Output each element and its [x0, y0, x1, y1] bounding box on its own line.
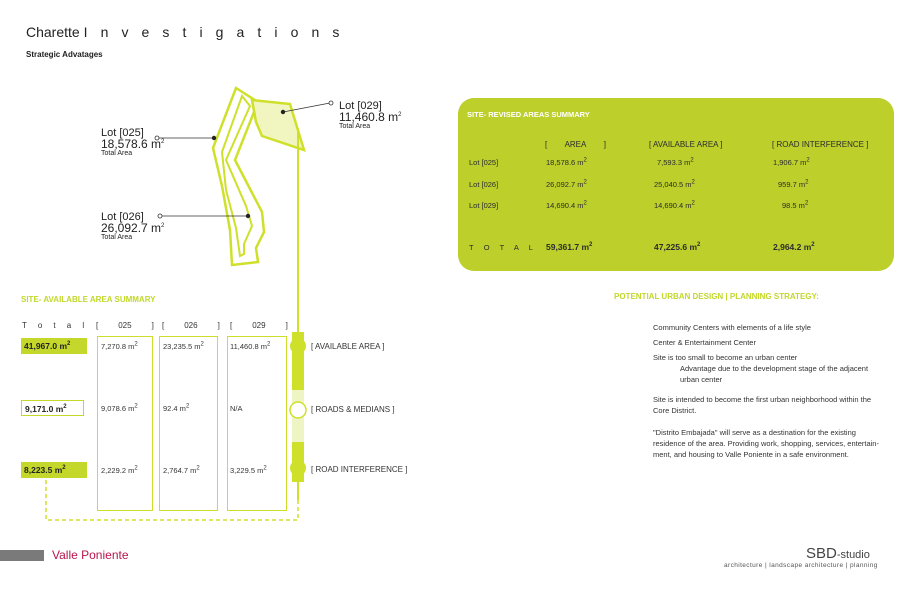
- studio-logo: SBD-studio: [806, 545, 870, 562]
- available-summary-title: SITE- AVAILABLE AREA SUMMARY: [21, 295, 156, 304]
- revised-row-lot: Lot [025]: [469, 158, 499, 167]
- available-total-header: T o t a l: [22, 321, 85, 330]
- lot-029-label: Lot [029] 11,460.8 $m^2$ Total Area: [339, 100, 402, 130]
- strategy-line: Core District.: [653, 406, 697, 415]
- cell-roads-029: N/A: [230, 404, 243, 413]
- revised-col-road: [ ROAD INTERFERENCE ]: [772, 140, 869, 149]
- strategy-line: "Distrito Embajada" will serve as a destination for the existing: [653, 428, 856, 437]
- cell-interference-029: 3,229.5 $m^2$: [230, 465, 267, 475]
- cell-roads-026: 92.4 $m^2$: [163, 403, 190, 413]
- revised-row-road: 98.5 $m^2$: [782, 200, 809, 210]
- strategy-line: Center & Entertainment Center: [653, 338, 756, 347]
- project-name: Valle Poniente: [52, 548, 129, 562]
- column-box-025: [97, 336, 153, 511]
- revised-total-road: 2,964.2 $m^2$: [773, 242, 815, 252]
- revised-total-label: T O T A L: [469, 243, 534, 252]
- lot-025-026-inner: [222, 96, 252, 256]
- revised-row-available: 7,593.3 $m^2$: [657, 157, 694, 167]
- lot-025-label: Lot [025] 18,578.6 $m^2$ Total Area: [101, 127, 165, 157]
- page-subtitle: Strategic Advatages: [26, 50, 103, 59]
- lot-029-shape: [252, 100, 304, 150]
- strategy-line: urban center: [680, 375, 723, 384]
- available-col-029: [ 029 ]: [230, 321, 288, 330]
- revised-row-road: 959.7 $m^2$: [778, 179, 809, 189]
- column-box-026: [159, 336, 218, 511]
- cell-roads-025: 9,078.6 $m^2$: [101, 403, 138, 413]
- strategy-line: Community Centers with elements of a life style: [653, 323, 811, 332]
- revised-col-area: [ AREA ]: [545, 140, 606, 149]
- revised-row-available: 14,690.4 $m^2$: [654, 200, 695, 210]
- studio-tagline: architecture | landscape architecture | planning: [724, 562, 878, 569]
- column-box-029: [227, 336, 287, 511]
- revised-total-available: 47,225.6 $m^2$: [654, 242, 701, 252]
- category-interference: [ ROAD INTERFERENCE ]: [311, 465, 408, 474]
- revised-row-lot: Lot [026]: [469, 180, 499, 189]
- page-title: Charette I n v e s t i g a t i o n s: [26, 24, 344, 40]
- revised-row-area: 14,690.4 $m^2$: [546, 200, 587, 210]
- revised-row-lot: Lot [029]: [469, 201, 499, 210]
- interference-total-value: 8,223.5 $m^2$: [21, 462, 87, 478]
- cell-available-029: 11,460.8 $m^2$: [230, 341, 271, 351]
- cell-available-025: 7,270.8 $m^2$: [101, 341, 138, 351]
- category-available: [ AVAILABLE AREA ]: [311, 342, 385, 351]
- revised-row-available: 25,040.5 $m^2$: [654, 179, 695, 189]
- roads-total-value: 9,171.0 $m^2$: [21, 400, 84, 416]
- revised-row-area: 18,578.6 $m^2$: [546, 157, 587, 167]
- cell-available-026: 23,235.5 $m^2$: [163, 341, 204, 351]
- revised-col-available: [ AVAILABLE AREA ]: [649, 140, 723, 149]
- interference-dot: [290, 460, 306, 476]
- strategy-title: POTENTIAL URBAN DESIGN | PLANNING STRATEGY:: [614, 292, 819, 301]
- available-col-025: [ 025 ]: [96, 321, 154, 330]
- roads-dot: [290, 402, 306, 418]
- footer-bar: [0, 550, 44, 561]
- revised-row-road: 1,906.7 $m^2$: [773, 157, 810, 167]
- available-col-026: [ 026 ]: [162, 321, 220, 330]
- category-roads: [ ROADS & MEDIANS ]: [311, 405, 395, 414]
- strategy-line: Advantage due to the development stage of the adjacent: [680, 364, 869, 373]
- strategy-line: ment, and housing to Valle Poniente in a safe environment.: [653, 450, 849, 459]
- revised-row-area: 26,092.7 $m^2$: [546, 179, 587, 189]
- strategy-line: Site is intended to become the first urban neighborhood within the: [653, 395, 872, 404]
- strategy-line: residence of the area. Providing work, shopping, services, entertain-: [653, 439, 879, 448]
- available-dot: [290, 338, 306, 354]
- cell-interference-026: 2,764.7 $m^2$: [163, 465, 200, 475]
- strategy-line: Site is too small to become an urban center: [653, 353, 798, 362]
- cell-interference-025: 2,229.2 $m^2$: [101, 465, 138, 475]
- revised-summary-title: SITE- REVISED AREAS SUMMARY: [467, 110, 590, 119]
- lot-026-label: Lot [026] 26,092.7 $m^2$ Total Area: [101, 211, 165, 241]
- available-total-value: 41,967.0 $m^2$: [21, 338, 87, 354]
- revised-total-area: 59,361.7 $m^2$: [546, 242, 593, 252]
